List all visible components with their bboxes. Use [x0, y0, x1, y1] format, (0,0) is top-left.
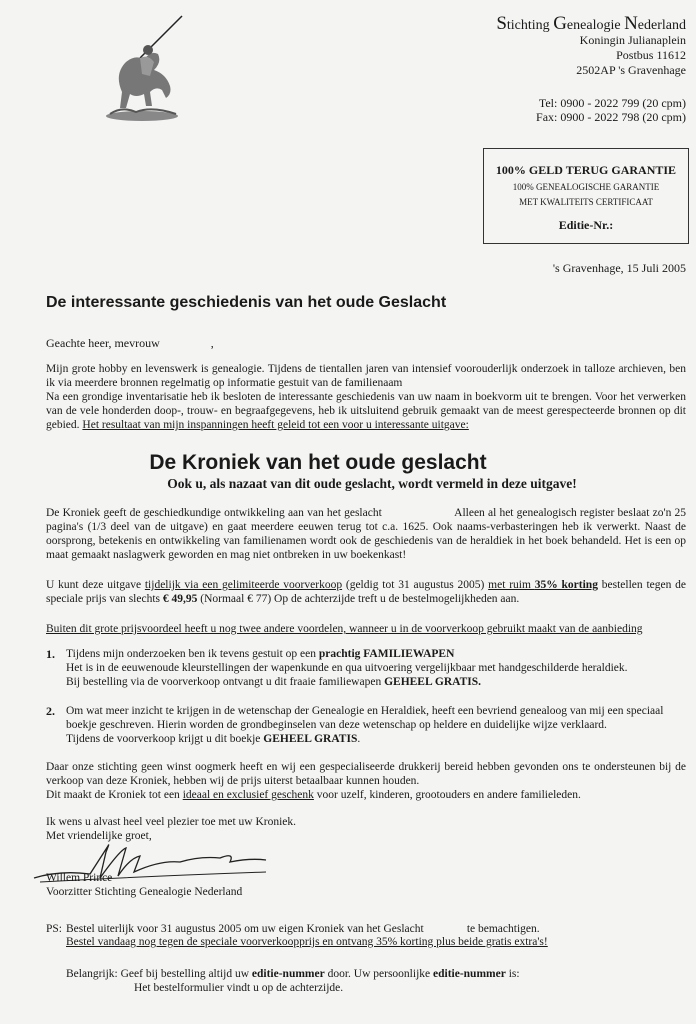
guarantee-title: 100% GELD TERUG GARANTIE [495, 163, 677, 177]
kroniek-paragraph: De Kroniek geeft de geschiedkundige ontwikkeling aan van het geslacht Alleen al het genealogisch register beslaat zo'n 25 pagina's (1/3 deel van de uitgave) en gaat meerdere eeuwen terug tot c.a. 1625. Ook naams-verbasteringen heb ik verwerkt. Naast de oorsprong, betekenis en ontwikkeling van familienamen wordt ook de geschiedenis van de heraldiek in het boek behandeld. Het is een op maat gemaakt naslagwerk geworden en mag niet ontbreken in uw boekenkast! [46, 507, 689, 561]
contact-info [536, 96, 686, 124]
ps-label: PS: [46, 923, 62, 935]
phone-number: Tel: 0900 - 2022 799 (20 cpm) [538, 96, 686, 110]
organization-name: Stichting Genealogie Nederland [496, 13, 686, 34]
address-line: Koningin Julianaplein [579, 33, 686, 47]
headline: De Kroniek van het oude geslacht [149, 451, 487, 474]
address-line: 2502AP 's Gravenhage [576, 63, 686, 77]
edition-number-label: Editie-Nr.: [558, 218, 614, 232]
intro-paragraph: Mijn grote hobby en levenswerk is genealogie. Tijdens de tientallen jaren van intensief voorouderlijk onderzoek in talloze archieven, ben ik via meerdere bronnen regelmatig op informatie gestuit van de familienaam Na een grondige inventarisatie heb ik besloten de interessante geschiedenis van uw naam in boekvorm uit te brengen. Voor het verwerken van de vele honderden doop-, trouw- en begraafgegevens, heb ik uitsluitend gebruik gemaakt van de meest gerespecteerde bronnen op dit gebied. Het resultaat van mijn inspanningen heeft geleid tot een voor u interessante uitgave: [46, 363, 686, 431]
signer-title: Voorzitter Stichting Genealogie Nederland [46, 886, 243, 898]
knight-logo [92, 14, 190, 124]
closing-paragraph: Daar onze stichting geen winst oogmerk heeft en wij een gespecialiseerde drukkerij bereid hebben gevonden ons te ondersteunen bij de verkoop van deze Kroniek, hebben wij de prijs uiterst betaalbaar kunnen houden. Dit maakt de Kroniek tot een ideaal en exclusief geschenk voor uzelf, kinderen, grootouders en andere familieleden. [46, 761, 686, 801]
item-number: 1. [46, 647, 55, 661]
subheadline: Ook u, als nazaat van dit oude geslacht, wordt vermeld in deze uitgave! [167, 476, 577, 491]
fax-number: Fax: 0900 - 2022 798 (20 cpm) [536, 110, 686, 124]
advantages-intro: Buiten dit grote prijsvoordeel heeft u nog twee andere voordelen, wanneer u in de voorverkoop gebruikt maakt van de aanbieding [46, 623, 643, 635]
important-note: Belangrijk: Geef bij bestelling altijd uw editie-nummer door. Uw persoonlijke editie-nummer is: Het bestelformulier vindt u op de achterzijde. [66, 968, 520, 994]
address-line: Postbus 11612 [616, 48, 686, 62]
letter-title: De interessante geschiedenis van het oude Geslacht [46, 294, 447, 311]
ps-line-2: Bestel vandaag nog tegen de speciale voorverkoopprijs en ontvang 35% korting plus beide gratis extra's! [66, 936, 548, 948]
guarantee-line: 100% GENEALOGISCHE GARANTIE [512, 182, 660, 192]
guarantee-line: MET KWALITEITS CERTIFICAAT [519, 197, 653, 207]
letter-date: 's Gravenhage, 15 Juli 2005 [552, 261, 686, 275]
signer-name: Willem Prince [46, 872, 113, 884]
farewell: Ik wens u alvast heel veel plezier toe met uw Kroniek. Met vriendelijke groet, [46, 816, 297, 842]
signer-block [46, 871, 242, 899]
advantage-item-2: Om wat meer inzicht te krijgen in de wetenschap der Genealogie en Heraldiek, heeft een bevriend genealoog van mij een speciaal boekje geschreven. Hierin worden de grondbeginselen van deze wetenschap op heldere en duidelijke wijze verklaard. Tijdens de voorverkoop krijgt u dit boekje GEHEEL GRATIS. [66, 705, 664, 745]
organization-header [496, 13, 686, 78]
offer-paragraph: U kunt deze uitgave tijdelijk via een gelimiteerde voorverkoop (geldig tot 31 augustus 2005) met ruim 35% korting bestellen tegen de speciale prijs van slechts € 49,95 (Normaal € 77) Op de achterzijde treft u de bestelmogelijkheden aan. [46, 579, 686, 605]
item-number: 2. [46, 704, 55, 718]
advantage-item-1: Tijdens mijn onderzoeken ben ik tevens gestuit op een prachtig FAMILIEWAPEN Het is in de eeuwenoude kleurstellingen der wapenkunde en qua uitvoering vergelijkbaar met handgeschilderde heraldiek. Bij bestelling via de voorverkoop ontvangt u dit fraaie familiewapen GEHEEL GRATIS. [66, 648, 628, 688]
ps-line-1: Bestel uiterlijk voor 31 augustus 2005 om uw eigen Kroniek van het Geslacht te bemachtigen. [66, 923, 540, 935]
salutation: Geachte heer, mevrouw , [46, 336, 214, 350]
guarantee-box [483, 148, 689, 244]
